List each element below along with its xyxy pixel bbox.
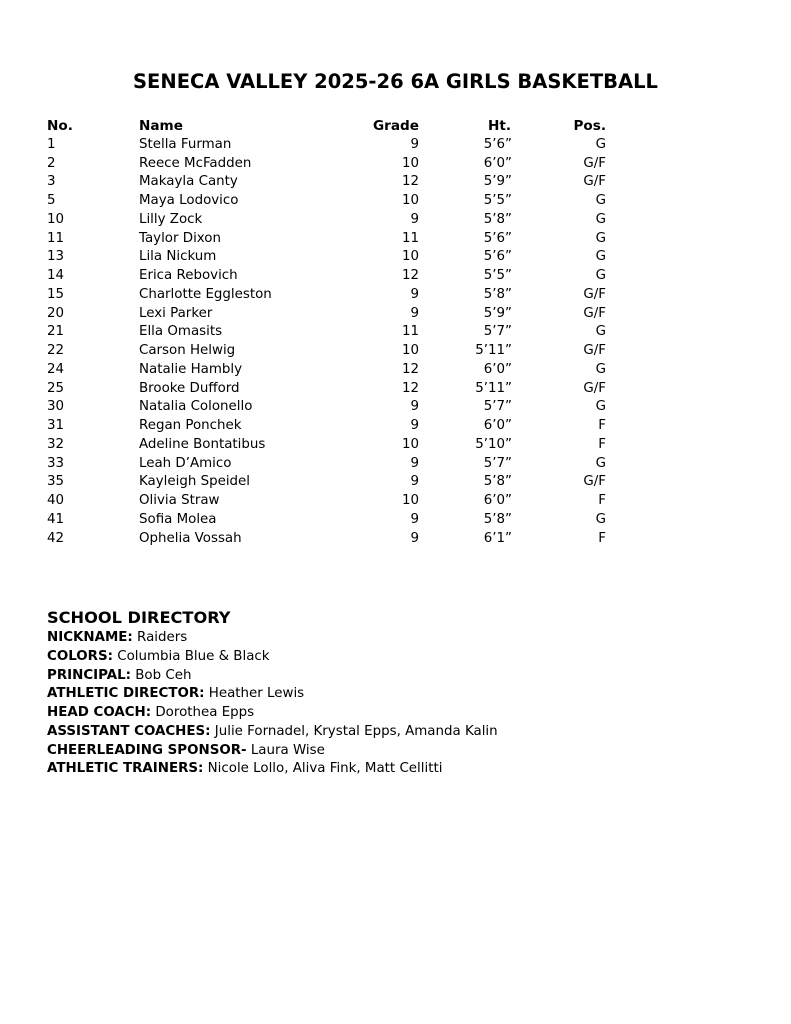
table-row bbox=[47, 323, 617, 342]
player-number: 22 bbox=[47, 343, 65, 358]
table-row bbox=[47, 361, 617, 380]
player-height: 5’8” bbox=[483, 211, 512, 227]
header-no: No. bbox=[47, 118, 73, 134]
player-grade: 9 bbox=[410, 455, 419, 471]
table-row bbox=[47, 230, 617, 249]
player-grade: 9 bbox=[410, 418, 419, 433]
player-name: Makayla Canty bbox=[139, 174, 238, 190]
player-number: 5 bbox=[47, 193, 56, 208]
player-grade: 9 bbox=[410, 530, 419, 546]
directory-label: ATHLETIC TRAINERS: bbox=[47, 761, 204, 777]
player-position: G/F bbox=[583, 343, 606, 358]
player-height: 5’5” bbox=[483, 268, 512, 283]
player-grade: 10 bbox=[401, 493, 419, 508]
player-position: G bbox=[595, 399, 606, 415]
player-position: G bbox=[595, 268, 606, 283]
player-height: 5’9” bbox=[483, 174, 512, 190]
player-number: 15 bbox=[47, 286, 65, 302]
table-row bbox=[47, 455, 617, 474]
player-height: 5’11” bbox=[475, 380, 512, 396]
player-position: F bbox=[598, 530, 606, 546]
table-row bbox=[47, 248, 617, 267]
player-grade: 10 bbox=[401, 193, 419, 208]
player-grade: 9 bbox=[410, 399, 419, 415]
player-position: G/F bbox=[583, 174, 606, 190]
player-position: G/F bbox=[583, 380, 606, 396]
player-number: 35 bbox=[47, 474, 65, 490]
table-row bbox=[47, 511, 617, 530]
header-name: Name bbox=[139, 118, 183, 134]
player-name: Olivia Straw bbox=[139, 493, 220, 508]
table-row bbox=[47, 473, 617, 492]
player-number: 24 bbox=[47, 361, 65, 377]
directory-value: Julie Fornadel, Krystal Epps, Amanda Kalin bbox=[210, 723, 498, 739]
player-number: 3 bbox=[47, 174, 56, 190]
directory-entry bbox=[47, 648, 747, 667]
directory-entry bbox=[47, 760, 747, 779]
player-position: G bbox=[595, 230, 606, 246]
directory-list bbox=[47, 629, 747, 779]
player-position: G/F bbox=[583, 305, 606, 321]
player-height: 6’0” bbox=[483, 155, 512, 171]
player-grade: 12 bbox=[401, 380, 419, 396]
directory-label: PRINCIPAL: bbox=[47, 667, 131, 683]
directory-value: Bob Ceh bbox=[130, 667, 192, 683]
directory-label: ATHLETIC DIRECTOR: bbox=[47, 686, 205, 702]
player-position: F bbox=[598, 436, 606, 452]
player-height: 5’7” bbox=[483, 399, 512, 415]
directory-label: NICKNAME: bbox=[47, 630, 133, 645]
directory-label: ASSISTANT COACHES: bbox=[47, 723, 211, 739]
directory-label: HEAD COACH: bbox=[47, 705, 152, 720]
player-height: 5’7” bbox=[483, 455, 512, 471]
player-name: Adeline Bontatibus bbox=[139, 436, 266, 452]
player-height: 6’0” bbox=[483, 418, 512, 433]
player-grade: 11 bbox=[401, 230, 419, 246]
table-row bbox=[47, 286, 617, 305]
player-number: 41 bbox=[47, 511, 65, 527]
table-row bbox=[47, 155, 617, 174]
player-height: 5’6” bbox=[483, 230, 512, 246]
player-number: 14 bbox=[47, 268, 65, 283]
player-name: Taylor Dixon bbox=[139, 230, 221, 246]
directory-value: Laura Wise bbox=[246, 742, 325, 758]
player-name: Lexi Parker bbox=[139, 305, 213, 321]
table-row bbox=[47, 380, 617, 399]
player-name: Leah D’Amico bbox=[139, 455, 232, 471]
roster-table bbox=[47, 117, 617, 548]
player-position: F bbox=[598, 493, 606, 508]
player-name: Kayleigh Speidel bbox=[139, 474, 251, 490]
directory-label: CHEERLEADING SPONSOR- bbox=[47, 742, 247, 758]
player-name: Sofia Molea bbox=[139, 511, 217, 527]
header-position: Pos. bbox=[573, 118, 606, 134]
directory-label: COLORS: bbox=[47, 648, 113, 664]
player-grade: 12 bbox=[401, 361, 419, 377]
directory-value: Dorothea Epps bbox=[151, 705, 255, 720]
table-row bbox=[47, 530, 617, 549]
page-title: SENECA VALLEY 2025-26 6A GIRLS BASKETBALL bbox=[133, 70, 658, 93]
player-position: G/F bbox=[583, 286, 606, 302]
player-height: 5’8” bbox=[483, 511, 512, 527]
player-grade: 10 bbox=[401, 436, 419, 452]
player-height: 6’0” bbox=[483, 361, 512, 377]
player-name: Lilly Zock bbox=[139, 211, 203, 227]
table-row bbox=[47, 436, 617, 455]
player-name: Natalie Hambly bbox=[139, 361, 243, 377]
player-position: G bbox=[595, 211, 606, 227]
directory-heading: SCHOOL DIRECTORY bbox=[47, 608, 231, 627]
table-row bbox=[47, 417, 617, 436]
header-height: Ht. bbox=[487, 118, 511, 134]
roster-header-row bbox=[47, 117, 617, 136]
player-number: 13 bbox=[47, 249, 65, 265]
player-height: 5’8” bbox=[483, 474, 512, 490]
player-number: 21 bbox=[47, 324, 65, 340]
table-row bbox=[47, 211, 617, 230]
player-name: Ella Omasits bbox=[139, 324, 223, 340]
table-row bbox=[47, 136, 617, 155]
directory-value: Columbia Blue & Black bbox=[112, 648, 270, 664]
player-position: G bbox=[595, 249, 606, 265]
player-grade: 12 bbox=[401, 174, 419, 190]
player-number: 2 bbox=[47, 155, 56, 171]
directory-entry bbox=[47, 629, 747, 648]
table-row bbox=[47, 398, 617, 417]
player-number: 31 bbox=[47, 418, 65, 433]
player-grade: 9 bbox=[410, 511, 419, 527]
player-grade: 9 bbox=[410, 305, 419, 321]
player-name: Ophelia Vossah bbox=[139, 530, 242, 546]
header-grade: Grade bbox=[373, 118, 419, 134]
table-row bbox=[47, 305, 617, 324]
player-height: 5’9” bbox=[483, 305, 512, 321]
player-name: Maya Lodovico bbox=[139, 193, 239, 208]
player-position: G bbox=[595, 324, 606, 340]
player-position: G bbox=[595, 361, 606, 377]
player-position: G/F bbox=[583, 155, 606, 171]
player-grade: 10 bbox=[401, 343, 419, 358]
directory-value: Heather Lewis bbox=[204, 686, 305, 702]
directory-value: Raiders bbox=[132, 630, 188, 645]
player-grade: 11 bbox=[401, 324, 419, 340]
player-number: 1 bbox=[47, 136, 56, 152]
player-name: Brooke Dufford bbox=[139, 380, 240, 396]
player-number: 20 bbox=[47, 305, 65, 321]
player-number: 10 bbox=[47, 211, 65, 227]
player-height: 5’11” bbox=[475, 343, 512, 358]
player-position: G bbox=[595, 455, 606, 471]
player-number: 33 bbox=[47, 455, 65, 471]
player-grade: 9 bbox=[410, 474, 419, 490]
directory-entry bbox=[47, 742, 747, 761]
player-height: 5’6” bbox=[483, 136, 512, 152]
player-number: 11 bbox=[47, 230, 65, 246]
table-row bbox=[47, 267, 617, 286]
player-grade: 9 bbox=[410, 211, 419, 227]
player-position: G bbox=[595, 136, 606, 152]
player-name: Regan Ponchek bbox=[139, 418, 242, 433]
table-row bbox=[47, 342, 617, 361]
player-number: 25 bbox=[47, 380, 65, 396]
player-name: Erica Rebovich bbox=[139, 268, 238, 283]
directory-value: Nicole Lollo, Aliva Fink, Matt Cellitti bbox=[203, 761, 443, 777]
table-row bbox=[47, 173, 617, 192]
table-row bbox=[47, 492, 617, 511]
player-grade: 10 bbox=[401, 155, 419, 171]
player-grade: 12 bbox=[401, 268, 419, 283]
player-number: 32 bbox=[47, 436, 65, 452]
player-grade: 9 bbox=[410, 286, 419, 302]
directory-entry bbox=[47, 685, 747, 704]
player-grade: 10 bbox=[401, 249, 419, 265]
directory-entry bbox=[47, 667, 747, 686]
player-height: 6’1” bbox=[483, 530, 512, 546]
table-row bbox=[47, 192, 617, 211]
player-number: 42 bbox=[47, 530, 65, 546]
player-name: Charlotte Eggleston bbox=[139, 286, 272, 302]
player-height: 6’0” bbox=[483, 493, 512, 508]
school-directory bbox=[47, 608, 747, 779]
player-height: 5’8” bbox=[483, 286, 512, 302]
player-height: 5’6” bbox=[483, 249, 512, 265]
player-position: G bbox=[595, 511, 606, 527]
player-grade: 9 bbox=[410, 136, 419, 152]
player-name: Lila Nickum bbox=[139, 249, 217, 265]
player-position: G bbox=[595, 193, 606, 208]
player-position: F bbox=[598, 418, 606, 433]
player-name: Carson Helwig bbox=[139, 343, 236, 358]
player-position: G/F bbox=[583, 474, 606, 490]
player-height: 5’5” bbox=[483, 193, 512, 208]
player-height: 5’7” bbox=[483, 324, 512, 340]
player-name: Natalia Colonello bbox=[139, 399, 253, 415]
player-height: 5’10” bbox=[475, 436, 512, 452]
roster-body bbox=[47, 136, 617, 549]
player-name: Reece McFadden bbox=[139, 155, 252, 171]
directory-entry bbox=[47, 723, 747, 742]
directory-entry bbox=[47, 704, 747, 723]
player-number: 40 bbox=[47, 493, 65, 508]
player-name: Stella Furman bbox=[139, 136, 232, 152]
player-number: 30 bbox=[47, 399, 65, 415]
